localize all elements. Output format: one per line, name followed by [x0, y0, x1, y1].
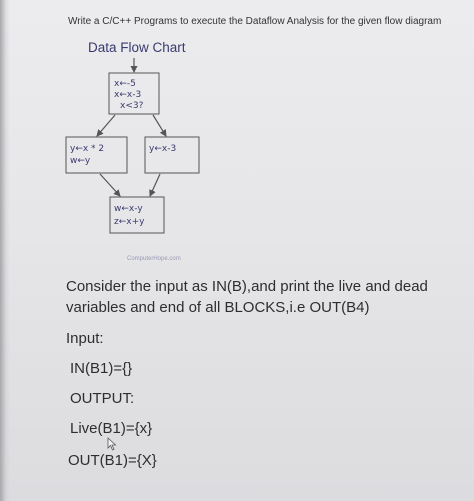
watermark: ComputerHope.com — [127, 256, 181, 262]
mouse-pointer-icon — [107, 437, 117, 451]
diagram-title: Data Flow Chart — [88, 40, 186, 55]
block-right — [145, 137, 199, 173]
arrow-left-to-bottom — [100, 174, 120, 196]
question-text: Write a C/C++ Programs to execute the Dataflow Analysis for the given flow diagram — [68, 16, 442, 27]
block-left — [66, 137, 127, 173]
arrow-right-to-bottom — [150, 174, 160, 196]
block-bottom-line-2: z←x+y — [114, 217, 145, 227]
input-value: IN(B1)={} — [70, 360, 133, 377]
input-label: Input: — [66, 330, 104, 347]
instruction-line-1: Consider the input as IN(B),and print the live and dead — [66, 278, 428, 295]
block-left-line-2: w←y — [70, 156, 91, 166]
instruction-line-2: variables and end of all BLOCKS,i.e OUT(B4) — [66, 299, 370, 316]
block-top-line-2: x←x-3 — [114, 90, 142, 100]
arrow-to-right-block — [153, 115, 166, 136]
output-label: OUTPUT: — [70, 390, 135, 407]
block-top-line-1: x←-5 — [114, 79, 136, 89]
block-bottom — [110, 197, 164, 233]
arrow-to-left-block — [97, 115, 115, 136]
block-top-line-3: x<3? — [120, 101, 144, 111]
live-value: Live(B1)={x} — [70, 420, 153, 437]
block-right-line-1: y←x-3 — [149, 144, 177, 154]
block-left-line-1: y←x * 2 — [70, 144, 105, 154]
block-bottom-line-1: w←x-y — [114, 204, 143, 214]
out-value: OUT(B1)={X} — [68, 452, 157, 469]
